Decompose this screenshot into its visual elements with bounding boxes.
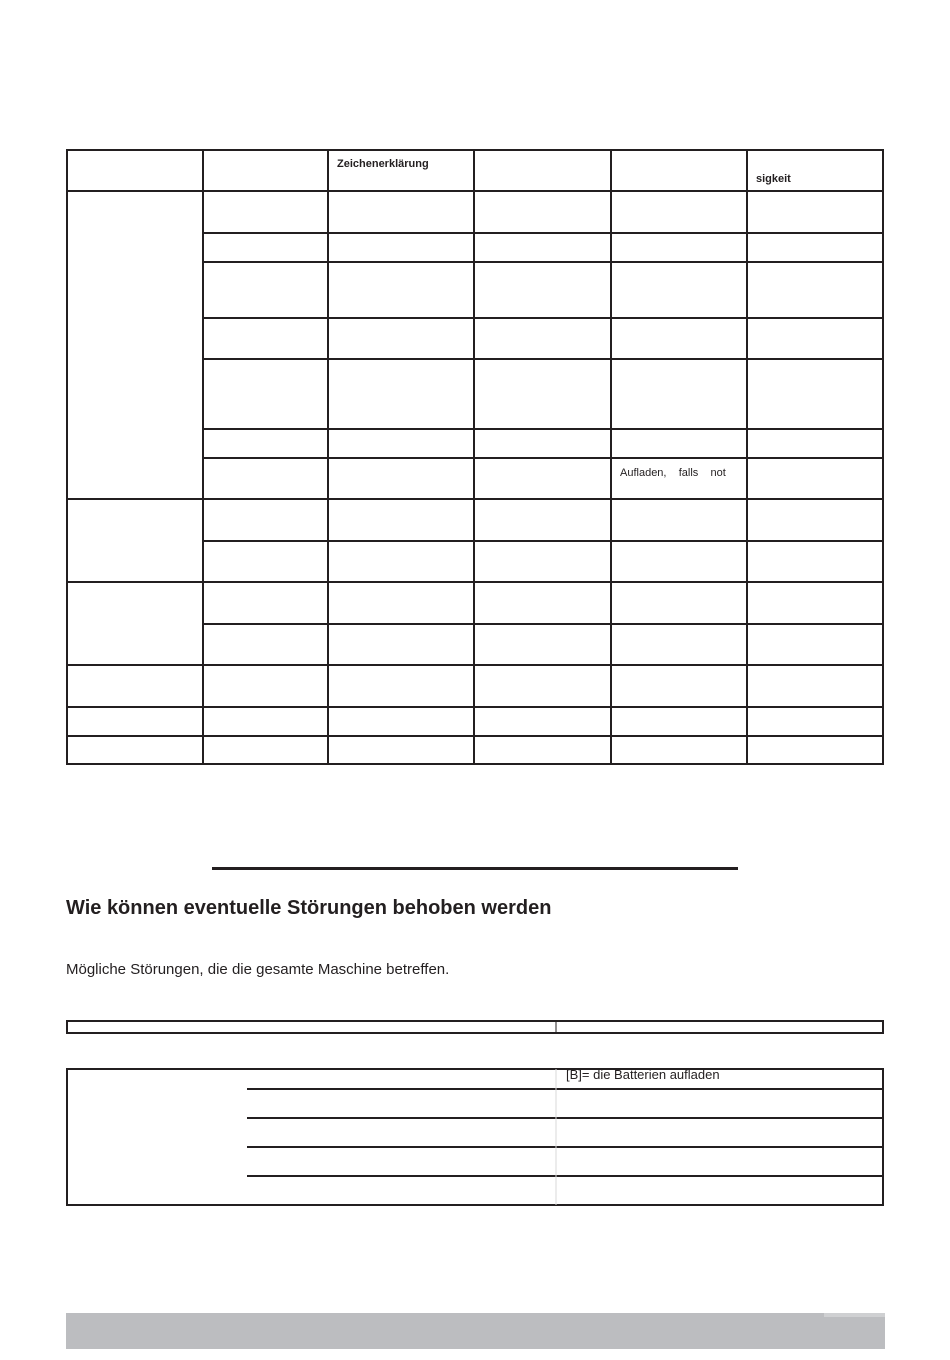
- section-intro: Mögliche Störungen, die die gesamte Maschine betreffen.: [66, 961, 450, 978]
- footer-accent: [824, 1313, 885, 1317]
- table-header-legend: Zeichenerklärung: [337, 158, 429, 170]
- table-header-sigkeit: sigkeit: [756, 173, 791, 185]
- table-cell-aufladen: Aufladen, falls not: [620, 467, 726, 479]
- footer-bar: [66, 1313, 885, 1349]
- table-cell-batterien: [B]= die Batterien aufladen: [566, 1067, 720, 1082]
- section-divider: [212, 867, 738, 870]
- section-title: Wie können eventuelle Störungen behoben werden: [66, 897, 552, 919]
